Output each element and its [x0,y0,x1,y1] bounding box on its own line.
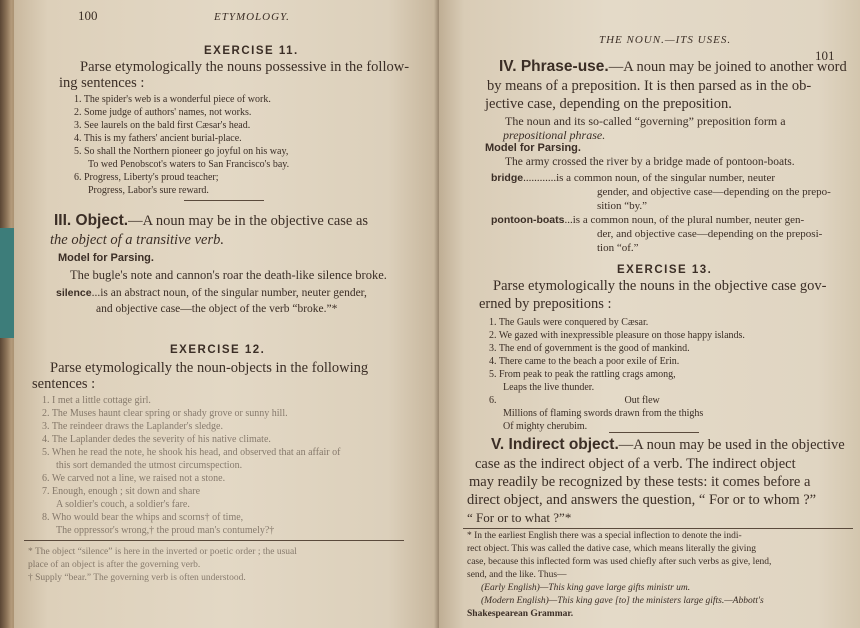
list-item: Millions of flaming swords drawn from the thighs [503,408,704,419]
list-item: 5. When he read the note, he shook his head, and observed that an affair of [42,447,341,458]
left-running-head: ETYMOLOGY. [214,11,290,23]
list-item: The oppressor's wrong,† the proud man's contumely?† [56,525,275,536]
list-item: 4. There came to the beach a poor exile of Erin. [489,356,680,367]
section-divider [609,432,699,433]
list-item: 2. The Muses haunt clear spring or shady grove or sunny hill. [42,408,288,419]
indirect-text-4: direct object, and answers the question, “ For or to whom ?” [467,492,817,508]
list-item: 4. The Laplander dedes the severity of his native climate. [42,434,271,445]
list-item: this sort demanded the utmost circumspection. [56,460,243,471]
parse-word-pontoon-boats: pontoon-boats [491,214,565,226]
list-item: 6. Progress, Liberty's proud teacher; [74,172,219,183]
list-item: 1. The Gauls were conquered by Cæsar. [489,317,649,328]
phrase-text-1: —A noun may be joined to another word [608,59,847,75]
object-heading: III. Object. [54,212,129,229]
section-divider [184,200,264,201]
exercise-13-list [489,316,745,433]
exercise-11-title: EXERCISE 11. [204,45,299,57]
parse-word-silence: silence [56,287,92,299]
indirect-heading-line [491,436,845,454]
object-heading-line [54,212,368,230]
right-page-number: 101 [815,48,835,63]
footnote-line: case, because this inflected form was used chiefly after such verbs as give, lend, [467,557,772,567]
list-item: 5. So shall the Northern pioneer go joyful on his way, [74,146,289,157]
exercise-12-title: EXERCISE 12. [170,344,266,356]
object-parse-line-1 [56,287,367,299]
footnote-rule [24,540,404,541]
footnote-line: place of an object is after the governing verb. [28,560,201,570]
list-item: 4. This is my fathers' ancient burial-place. [74,133,242,144]
footnote-line: rect object. This was called the dative case, which means literally the giving [467,544,756,554]
right-page [439,0,860,628]
phrase-heading: IV. Phrase-use. [499,58,609,75]
list-item: 1. The spider's web is a wonderful piece of work. [74,94,271,105]
footnote-line: (Early English)—This king gave large gifts ministr um. [481,583,691,593]
right-footnotes [467,530,771,621]
left-page [14,0,439,628]
object-text-1: —A noun may be in the objective case as [128,213,369,229]
list-text: Out flew [624,395,660,406]
list-item: A soldier's couch, a soldier's fare. [56,499,190,510]
phrase-heading-line [499,58,847,76]
phrase-parse-1b: gender, and objective case—depending on the prepo- [597,186,831,198]
list-item: 6. We carved not a line, we raised not a stone. [42,473,226,484]
parse-text: ............is a common noun, of the singular number, neuter [523,172,775,184]
list-item: 2. Some judge of authors' names, not works. [74,107,252,118]
footnote-rule [463,528,853,529]
exercise-11-intro-2: ing sentences : [59,75,145,91]
phrase-parse-2a [491,214,804,226]
list-item: Leaps the live thunder. [503,382,595,393]
phrase-model-sentence: The army crossed the river by a bridge made of pontoon-boats. [505,156,795,168]
exercise-13-intro-2: erned by prepositions : [479,296,612,312]
phrase-text-2: by means of a preposition. It is then parsed as in the ob- [487,78,812,94]
list-item [489,394,745,407]
list-item: 8. Who would bear the whips and scorns† of time, [42,512,244,523]
left-page-number: 100 [78,8,98,23]
footnote-line: send, and the like. Thus— [467,570,567,580]
footnote-line: * The object “silence” is here in the inverted or poetic order ; the usual [28,547,297,557]
list-item: 3. The reindeer draws the Laplander's sledge. [42,421,223,432]
indirect-text-2: case as the indirect object of a verb. The indirect object [475,456,796,472]
list-item: 3. The end of government is the good of mankind. [489,343,690,354]
phrase-parse-1c: sition “by.” [597,200,647,212]
list-number: 6. [489,395,497,406]
phrase-text-5: prepositional phrase. [503,128,606,142]
parse-word-bridge: bridge [491,172,524,184]
phrase-parse-1a [491,172,775,184]
parse-text: ...is an abstract noun, of the singular number, neuter gender, [91,287,367,299]
footnote-line: † Supply “bear.” The governing verb is often understood. [28,573,246,583]
phrase-parse-2c: tion “of.” [597,242,639,254]
list-item: 2. We gazed with inexpressible pleasure on those happy islands. [489,330,745,341]
bookmark-ribbon [0,228,14,338]
footnote-line: (Modern English)—This king gave [to] the ministers large gifts.—Abbott's [481,596,764,606]
exercise-12-list [42,394,340,537]
indirect-text-1: —A noun may be used in the objective [618,437,845,453]
left-footnotes [28,546,297,585]
footnote-line: * In the earliest English there was a special inflection to denote the indi- [467,531,742,541]
object-model-sentence: The bugle's note and cannon's roar the death-like silence broke. [70,268,387,282]
list-item: 1. I met a little cottage girl. [42,395,151,406]
phrase-model-label: Model for Parsing. [485,142,581,154]
list-item: 3. See laurels on the bald first Cæsar's head. [74,120,251,131]
object-text-2: the object of a transitive verb. [50,232,224,248]
exercise-13-intro-1: Parse etymologically the nouns in the objective case gov- [493,278,827,294]
indirect-heading: V. Indirect object. [491,436,619,453]
parse-text: ...is a common noun, of the plural number, neuter gen- [564,214,805,226]
indirect-text-5: “ For or to what ?”* [467,510,572,525]
phrase-text-3: jective case, depending on the preposition. [485,96,732,112]
list-item: Of mighty cherubim. [503,421,588,432]
footnote-line: Shakespearean Grammar. [467,609,574,619]
exercise-11-intro-1: Parse etymologically the nouns possessive in the follow- [80,59,410,75]
exercise-13-title: EXERCISE 13. [617,264,713,276]
list-item: Progress, Labor's sure reward. [88,185,209,196]
phrase-text-4: The noun and its so-called “governing” preposition form a [505,114,786,128]
exercise-12-intro-2: sentences : [32,376,96,392]
phrase-parse-2b: der, and objective case—depending on the preposi- [597,228,823,240]
list-item: To wed Penobscot's waters to San Francisco's bay. [88,159,290,170]
list-item: 7. Enough, enough ; sit down and share [42,486,201,497]
exercise-12-intro-1: Parse etymologically the noun-objects in the following [50,360,369,376]
exercise-11-list [74,93,289,197]
indirect-text-3: may readily be recognized by these tests: it comes before a [469,474,811,490]
list-item: 5. From peak to peak the rattling crags among, [489,369,676,380]
object-model-label: Model for Parsing. [58,252,154,264]
right-running-head: THE NOUN.—ITS USES. [599,34,732,46]
object-parse-line-2: and objective case—the object of the verb “broke.”* [96,303,338,315]
